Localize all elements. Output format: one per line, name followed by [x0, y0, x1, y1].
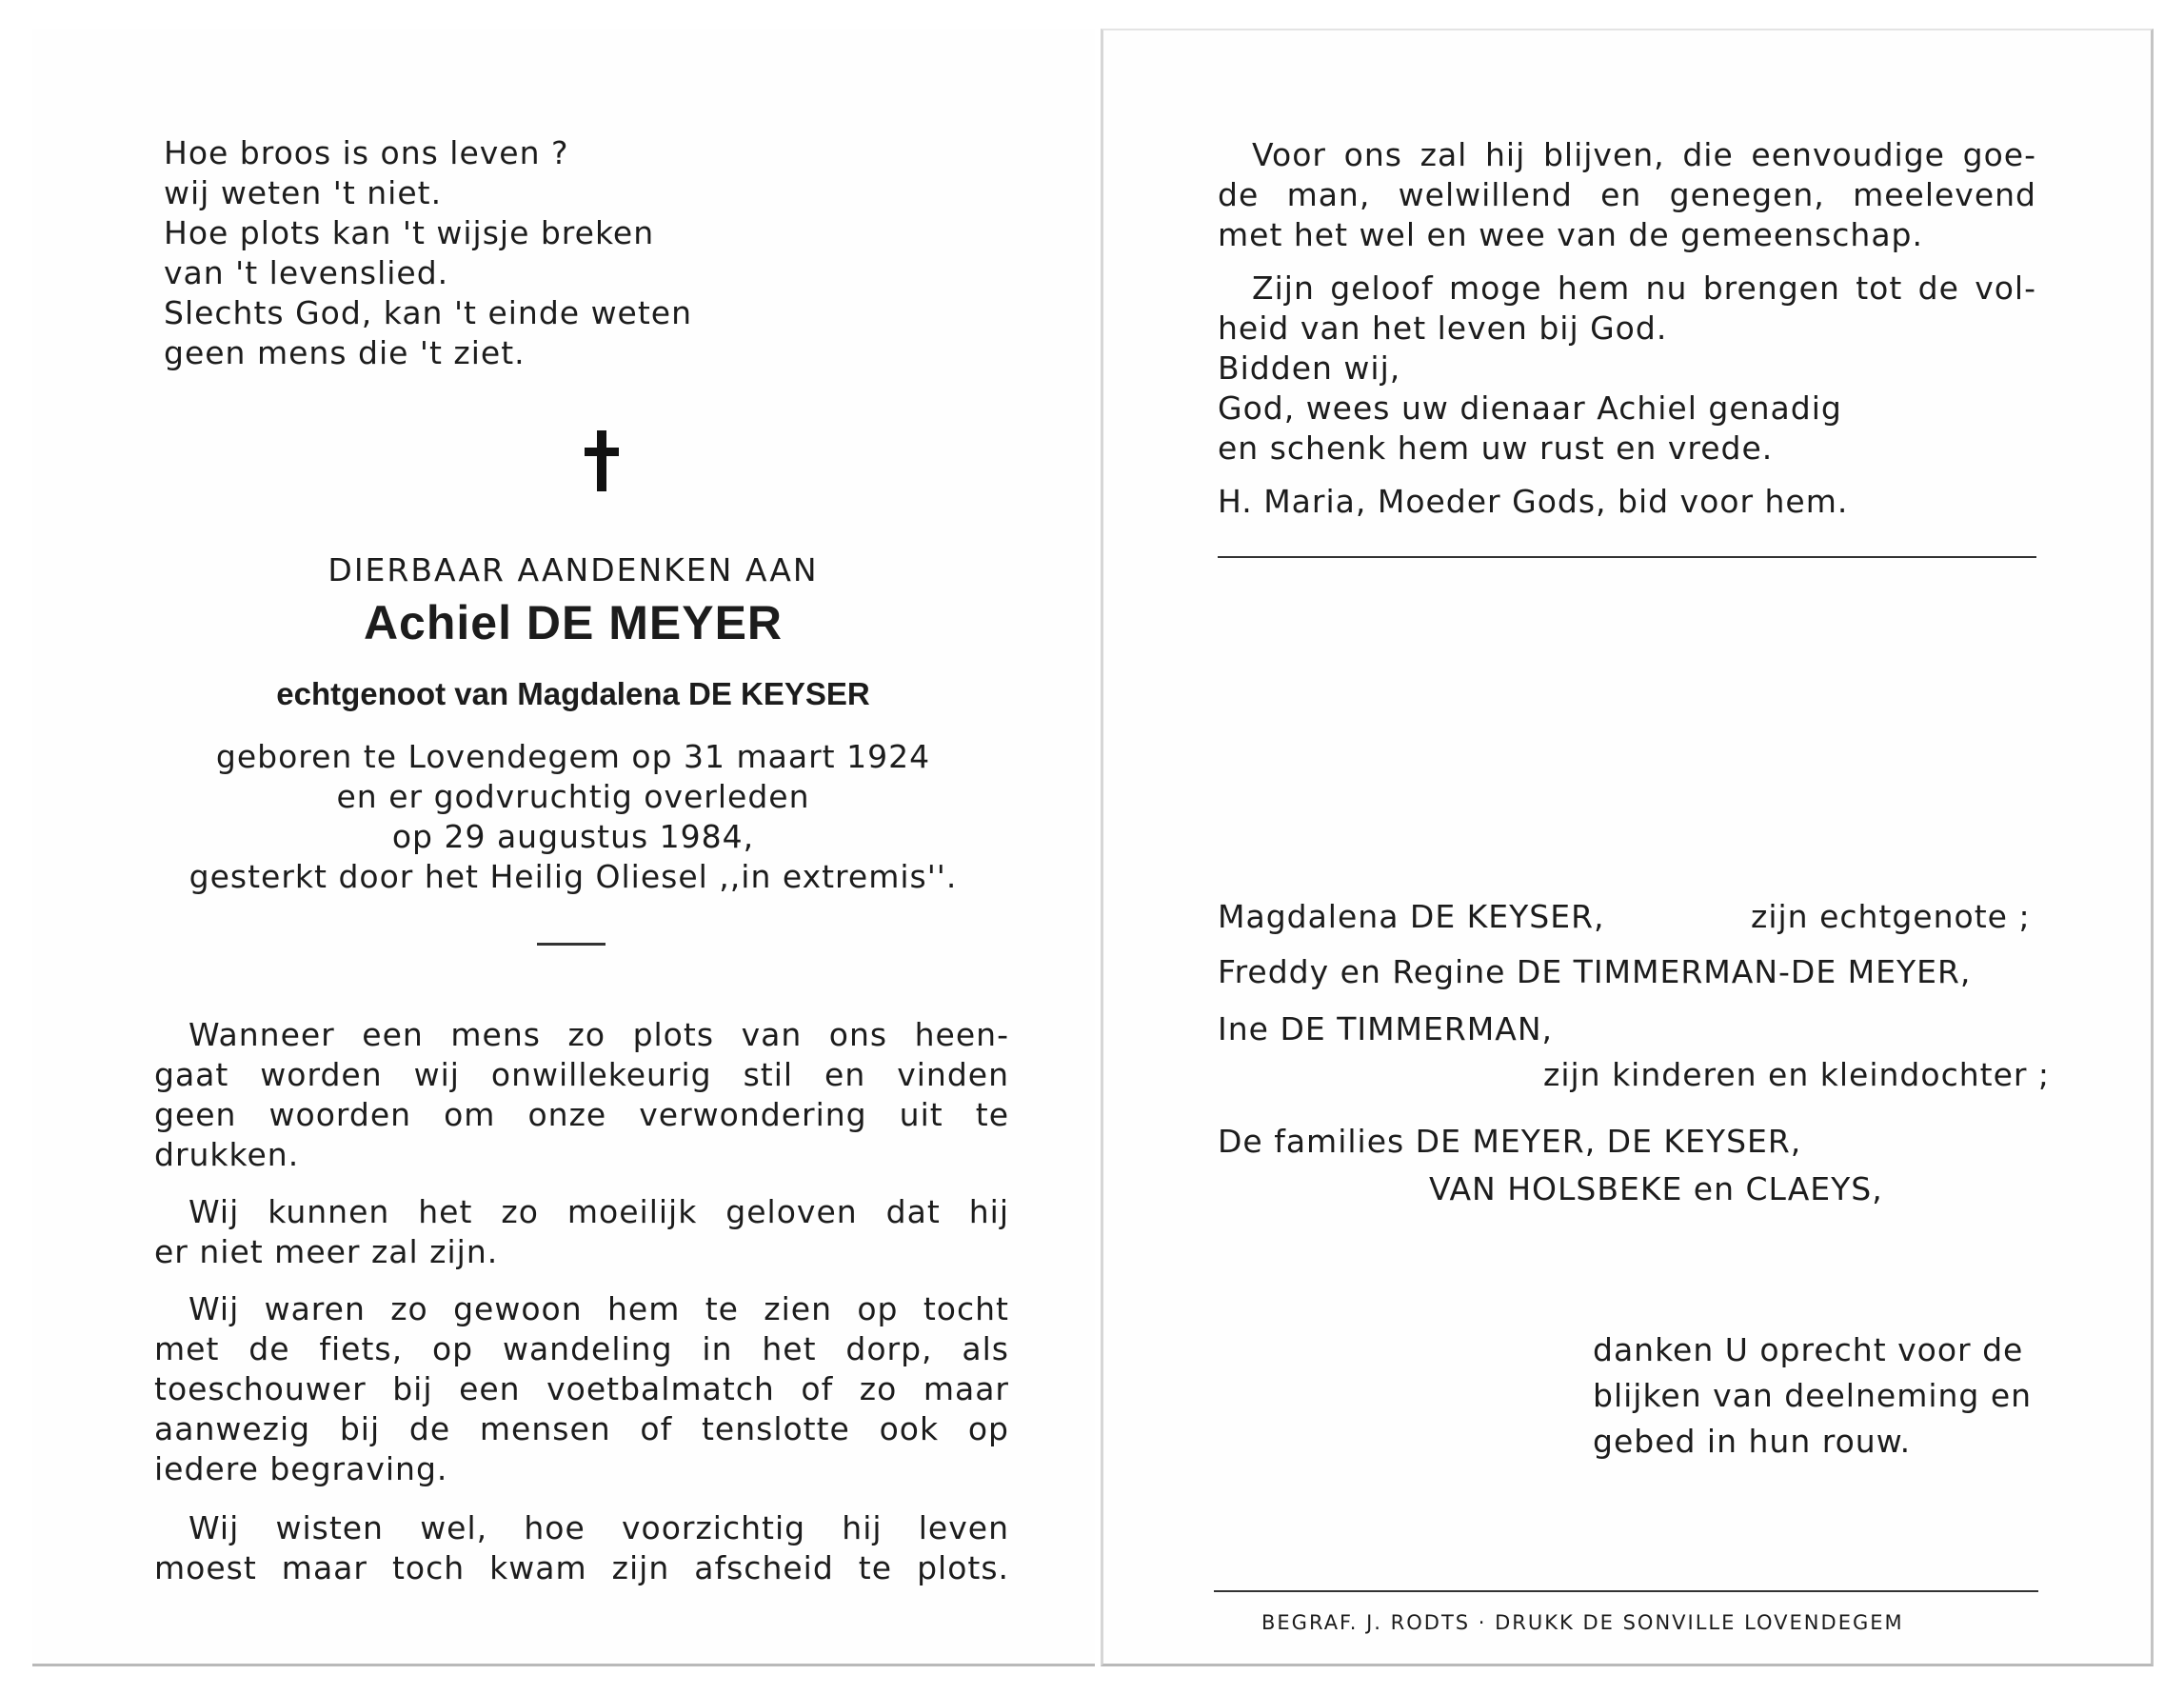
text-line: Wij kunnen het zo moeilijk geloven dat hij [189, 1193, 1009, 1230]
text-line: er niet meer zal zijn. [154, 1233, 499, 1270]
right-page [1101, 29, 2154, 1666]
children-line-2: Ine DE TIMMERMAN, [1218, 1010, 1554, 1047]
text-line: Wij wisten wel, hoe voorzichtig hij leven [189, 1509, 1009, 1546]
poem-line: wij weten 't niet. [164, 174, 443, 211]
printer-credit: BEGRAF. J. RODTS · DRUKK DE SONVILLE LOVENDEGEM [1261, 1611, 1904, 1634]
text-line: toeschouwer bij een voetbalmatch of zo maar [154, 1370, 1009, 1407]
detail-line: op 29 augustus 1984, [391, 818, 755, 855]
families-line-1: De families DE MEYER, DE KEYSER, [1218, 1123, 1802, 1160]
children-role: zijn kinderen en kleindochter ; [1543, 1056, 2051, 1093]
thanks-line: blijken van deelneming en [1593, 1377, 2033, 1414]
children-line-1: Freddy en Regine DE TIMMERMAN-DE MEYER, [1218, 953, 1972, 990]
paragraph-2 [154, 1192, 1009, 1272]
memorial-heading: DIERBAAR AANDENKEN AAN [328, 551, 819, 588]
paragraph-4 [154, 1508, 1009, 1588]
text-line: geen woorden om onze verwondering uit te [154, 1096, 1009, 1133]
short-divider [537, 943, 606, 946]
footer-rule [1214, 1590, 2038, 1592]
poem-line: van 't levenslied. [164, 254, 449, 291]
spouse-name: Magdalena DE KEYSER, [1218, 898, 1605, 935]
detail-line: geboren te Lovendegem op 31 maart 1924 [215, 738, 931, 775]
text-line: Voor ons zal hij blijven, die eenvoudige goe- [1252, 136, 2036, 173]
latin-cross-icon [573, 430, 630, 491]
poem-line: geen mens die 't ziet. [164, 334, 526, 371]
deceased-name: Achiel DE MEYER [363, 596, 784, 649]
text-line: Wij waren zo gewoon hem te zien op tocht [189, 1290, 1009, 1327]
paragraph-3 [154, 1289, 1009, 1489]
right-paragraph-1 [1218, 135, 2036, 255]
text-line: de man, welwillend en genegen, meelevend [1218, 176, 2036, 213]
text-line: heid van het leven bij God. [1218, 309, 1668, 347]
detail-line: gesterkt door het Heilig Oliesel ,,in extremis''. [189, 858, 958, 895]
left-page [32, 29, 1095, 1666]
prayer-line: God, wees uw dienaar Achiel genadig [1218, 389, 1842, 427]
poem [164, 133, 692, 373]
prayer-line: Bidden wij, [1218, 349, 1401, 387]
text-line: iedere begraving. [154, 1450, 448, 1487]
prayer-line: en schenk hem uw rust en vrede. [1218, 429, 1774, 467]
spouse-line: echtgenoot van Magdalena DE KEYSER [276, 676, 870, 711]
text-line: moest maar toch kwam zijn afscheid te plots. [154, 1549, 1009, 1586]
thanks-line: gebed in hun rouw. [1593, 1423, 1912, 1460]
poem-line: Hoe plots kan 't wijsje breken [164, 214, 655, 251]
text-line: drukken. [154, 1136, 300, 1173]
prayer [1218, 349, 1842, 469]
poem-line: Hoe broos is ons leven ? [164, 134, 569, 171]
thanks-block [1593, 1327, 2032, 1465]
thanks-line: danken U oprecht voor de [1593, 1331, 2024, 1368]
families-line-2: VAN HOLSBEKE en CLAEYS, [1429, 1170, 1883, 1207]
text-line: met het wel en wee van de gemeenschap. [1218, 216, 1923, 253]
life-details [32, 737, 1114, 897]
spouse-role: zijn echtgenote ; [1751, 898, 2031, 935]
poem-line: Slechts God, kan 't einde weten [164, 294, 693, 331]
text-line: aanwezig bij de mensen of tenslotte ook op [154, 1410, 1009, 1447]
text-line: Zijn geloof moge hem nu brengen tot de vol- [1252, 269, 2036, 307]
divider-line [1218, 556, 2036, 558]
right-paragraph-2 [1218, 269, 2036, 349]
text-line: met de fiets, op wandeling in het dorp, als [154, 1330, 1009, 1367]
detail-line: en er godvruchtig overleden [336, 778, 810, 815]
text-line: Wanneer een mens zo plots van ons heen- [189, 1016, 1009, 1053]
invocation: H. Maria, Moeder Gods, bid voor hem. [1218, 483, 1849, 520]
paragraph-1 [154, 1015, 1009, 1175]
text-line: gaat worden wij onwillekeurig stil en vinden [154, 1056, 1009, 1093]
